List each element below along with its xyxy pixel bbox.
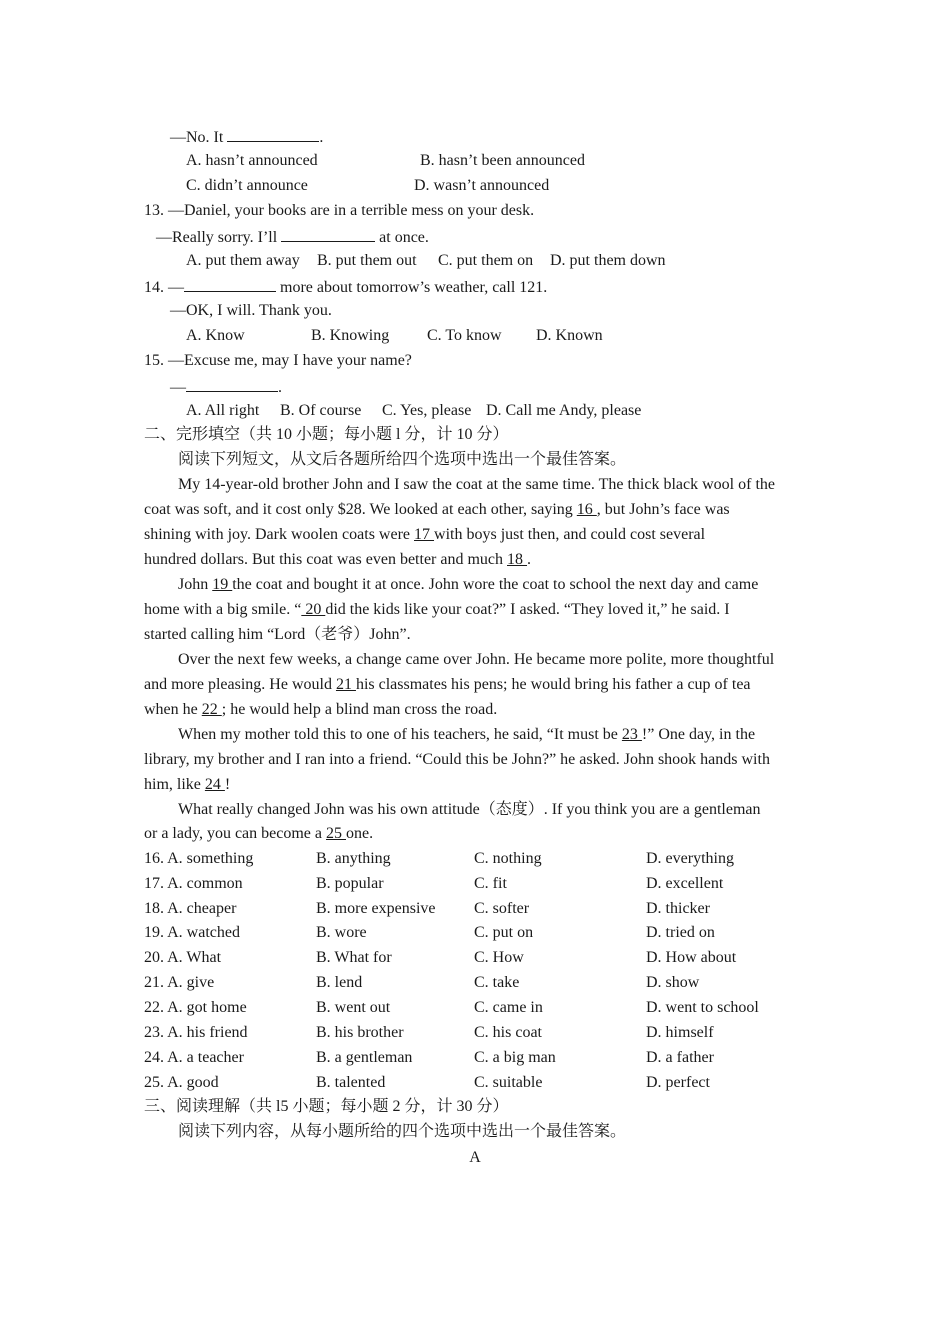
cloze-21-b: B. lend	[316, 974, 363, 991]
q14-option-b: B. Knowing	[311, 327, 390, 344]
q12-answer-prefix: —No. It	[170, 129, 224, 146]
passage-p3-line1: Over the next few weeks, a change came over John. He became more polite, more thoughtful	[178, 651, 775, 668]
blank-25: 25	[326, 825, 346, 842]
blank-20: 20	[301, 601, 326, 618]
q14-reply: —OK, I will. Thank you.	[170, 302, 332, 319]
q12-answer-suffix: .	[319, 129, 324, 146]
cloze-19-b: B. wore	[316, 924, 367, 941]
q15-option-b: B. Of course	[280, 402, 362, 419]
passage-text: ; he would help a blind man cross the road.	[221, 701, 498, 718]
blank-21: 21	[335, 676, 356, 693]
blank-18: 18	[507, 551, 528, 568]
cloze-16-a: 16. A. something	[144, 850, 254, 867]
cloze-17-b: B. popular	[316, 875, 384, 892]
passage-text: .	[527, 551, 532, 568]
q15-stem: 15. —Excuse me, may I have your name?	[144, 352, 412, 369]
cloze-16-d: D. everything	[646, 850, 734, 867]
passage-p1-line4	[144, 550, 531, 570]
cloze-24-a: 24. A. a teacher	[144, 1049, 244, 1066]
blank-23: 23	[621, 726, 642, 743]
cloze-24-d: D. a father	[646, 1049, 714, 1066]
blank-22: 22	[201, 701, 222, 718]
cloze-24-b: B. a gentleman	[316, 1049, 413, 1066]
q15-reply-blank	[186, 376, 278, 392]
q14-stem-prefix: 14. —	[144, 279, 184, 296]
cloze-22-d: D. went to school	[646, 999, 759, 1016]
passage-text: home with a big smile. “	[144, 601, 302, 618]
passage-text: !” One day, in the	[641, 726, 756, 743]
q15-reply-suffix: .	[278, 379, 282, 396]
section3-instruction: 阅读下列内容，从每小题所给的四个选项中选出一个最佳答案。	[178, 1123, 627, 1140]
passage-p4-line1	[178, 725, 755, 745]
passage-p1-line2	[144, 500, 730, 520]
passage-text: his classmates his pens; he would bring his father a cup of tea	[355, 676, 751, 693]
cloze-22-c: C. came in	[474, 999, 543, 1016]
cloze-20-b: B. What for	[316, 949, 392, 966]
q13-stem: 13. —Daniel, your books are in a terrible mess on your desk.	[144, 202, 535, 219]
q12-option-d: D. wasn’t announced	[414, 177, 550, 194]
q13-option-a: A. put them away	[186, 252, 300, 269]
passage-text: hundred dollars. But this coat was even better and much	[144, 551, 504, 568]
q15-option-c: C. Yes, please	[382, 402, 472, 419]
cloze-19-d: D. tried on	[646, 924, 715, 941]
cloze-18-c: C. softer	[474, 900, 530, 917]
passage-text: coat was soft, and it cost only $28. We looked at each other, saying	[144, 501, 573, 518]
cloze-20-d: D. How about	[646, 949, 737, 966]
q13-option-d: D. put them down	[550, 252, 666, 269]
passage-text: him, like	[144, 776, 201, 793]
cloze-25-d: D. perfect	[646, 1074, 710, 1091]
section2-heading: 二、完形填空（共 10 小题；每小题 l 分，计 10 分）	[144, 426, 509, 443]
passage-text: or a lady, you can become a	[144, 825, 322, 842]
cloze-20-c: C. How	[474, 949, 524, 966]
cloze-17-c: C. fit	[474, 875, 507, 892]
cloze-22-a: 22. A. got home	[144, 999, 247, 1016]
q15-option-a: A. All right	[186, 402, 260, 419]
passage-p1-line3	[144, 525, 705, 545]
passage-p5-line1: What really changed John was his own attitude（态度）. If you think you are a gentleman	[178, 801, 761, 818]
passage-text: did the kids like your coat?” I asked. “They loved it,” he said. I	[325, 601, 730, 618]
cloze-16-c: C. nothing	[474, 850, 542, 867]
q14-option-c: C. To know	[427, 327, 502, 344]
blank-19: 19	[212, 576, 233, 593]
q15-reply-prefix: —	[170, 379, 186, 396]
passage-text: when he	[144, 701, 198, 718]
passage-p4-line2: library, my brother and I ran into a friend. “Could this be John?” he asked. John shook hands with	[144, 751, 770, 768]
cloze-21-d: D. show	[646, 974, 700, 991]
cloze-25-c: C. suitable	[474, 1074, 543, 1091]
section3-part-label: A	[469, 1149, 481, 1166]
q13-reply	[156, 226, 429, 248]
passage-p2-line3: started calling him “Lord（老爷）John”.	[144, 626, 411, 643]
passage-p2-line2	[144, 600, 730, 620]
cloze-21-c: C. take	[474, 974, 520, 991]
passage-p4-line3	[144, 775, 230, 795]
q15-option-d: D. Call me Andy, please	[486, 402, 642, 419]
passage-p3-line3	[144, 700, 497, 720]
q13-option-b: B. put them out	[317, 252, 417, 269]
q13-reply-blank	[281, 226, 375, 242]
cloze-17-d: D. excellent	[646, 875, 724, 892]
section3-heading: 三、阅读理解（共 l5 小题；每小题 2 分，计 30 分）	[144, 1098, 509, 1115]
cloze-16-b: B. anything	[316, 850, 391, 867]
q12-option-a: A. hasn’t announced	[186, 152, 318, 169]
q12-option-b: B. hasn’t been announced	[420, 152, 585, 169]
q15-reply	[170, 376, 282, 398]
passage-p2-line1	[178, 575, 758, 595]
blank-16: 16	[576, 501, 597, 518]
passage-text: When my mother told this to one of his teachers, he said, “It must be	[178, 726, 618, 743]
passage-text: the coat and bought it at once. John wore the coat to school the next day and came	[232, 576, 759, 593]
blank-17: 17	[414, 526, 435, 543]
q14-stem-blank	[184, 276, 276, 292]
passage-p1-line1: My 14-year-old brother John and I saw the coat at the same time. The thick black wool of the	[178, 476, 775, 493]
cloze-25-b: B. talented	[316, 1074, 386, 1091]
passage-text: John	[178, 576, 209, 593]
section2-instruction: 阅读下列短文，从文后各题所给四个选项中选出一个最佳答案。	[178, 451, 627, 468]
q14-stem	[144, 276, 547, 298]
cloze-23-a: 23. A. his friend	[144, 1024, 248, 1041]
q13-option-c: C. put them on	[438, 252, 534, 269]
cloze-25-a: 25. A. good	[144, 1074, 219, 1091]
passage-text: and more pleasing. He would	[144, 676, 332, 693]
cloze-21-a: 21. A. give	[144, 974, 215, 991]
q14-option-a: A. Know	[186, 327, 245, 344]
cloze-22-b: B. went out	[316, 999, 391, 1016]
cloze-23-b: B. his brother	[316, 1024, 404, 1041]
q13-reply-suffix: at once.	[379, 229, 429, 246]
cloze-18-d: D. thicker	[646, 900, 710, 917]
cloze-18-a: 18. A. cheaper	[144, 900, 237, 917]
cloze-23-c: C. his coat	[474, 1024, 542, 1041]
q12-answer-blank	[227, 126, 319, 142]
passage-text: with boys just then, and could cost several	[434, 526, 706, 543]
cloze-18-b: B. more expensive	[316, 900, 436, 917]
passage-p3-line2	[144, 675, 751, 695]
passage-text: shining with joy. Dark woolen coats were	[144, 526, 411, 543]
q14-option-d: D. Known	[536, 327, 603, 344]
cloze-19-a: 19. A. watched	[144, 924, 240, 941]
passage-text: !	[224, 776, 231, 793]
q12-option-c: C. didn’t announce	[186, 177, 308, 194]
cloze-23-d: D. himself	[646, 1024, 714, 1041]
cloze-19-c: C. put on	[474, 924, 534, 941]
cloze-24-c: C. a big man	[474, 1049, 556, 1066]
blank-24: 24	[204, 776, 225, 793]
cloze-20-a: 20. A. What	[144, 949, 222, 966]
q13-reply-prefix: —Really sorry. I’ll	[156, 229, 278, 246]
q12-answer-line	[170, 126, 323, 148]
q14-stem-suffix: more about tomorrow’s weather, call 121.	[280, 279, 548, 296]
passage-p5-line2	[144, 824, 373, 844]
passage-text: one.	[346, 825, 374, 842]
passage-text: , but John’s face was	[596, 501, 730, 518]
cloze-17-a: 17. A. common	[144, 875, 243, 892]
